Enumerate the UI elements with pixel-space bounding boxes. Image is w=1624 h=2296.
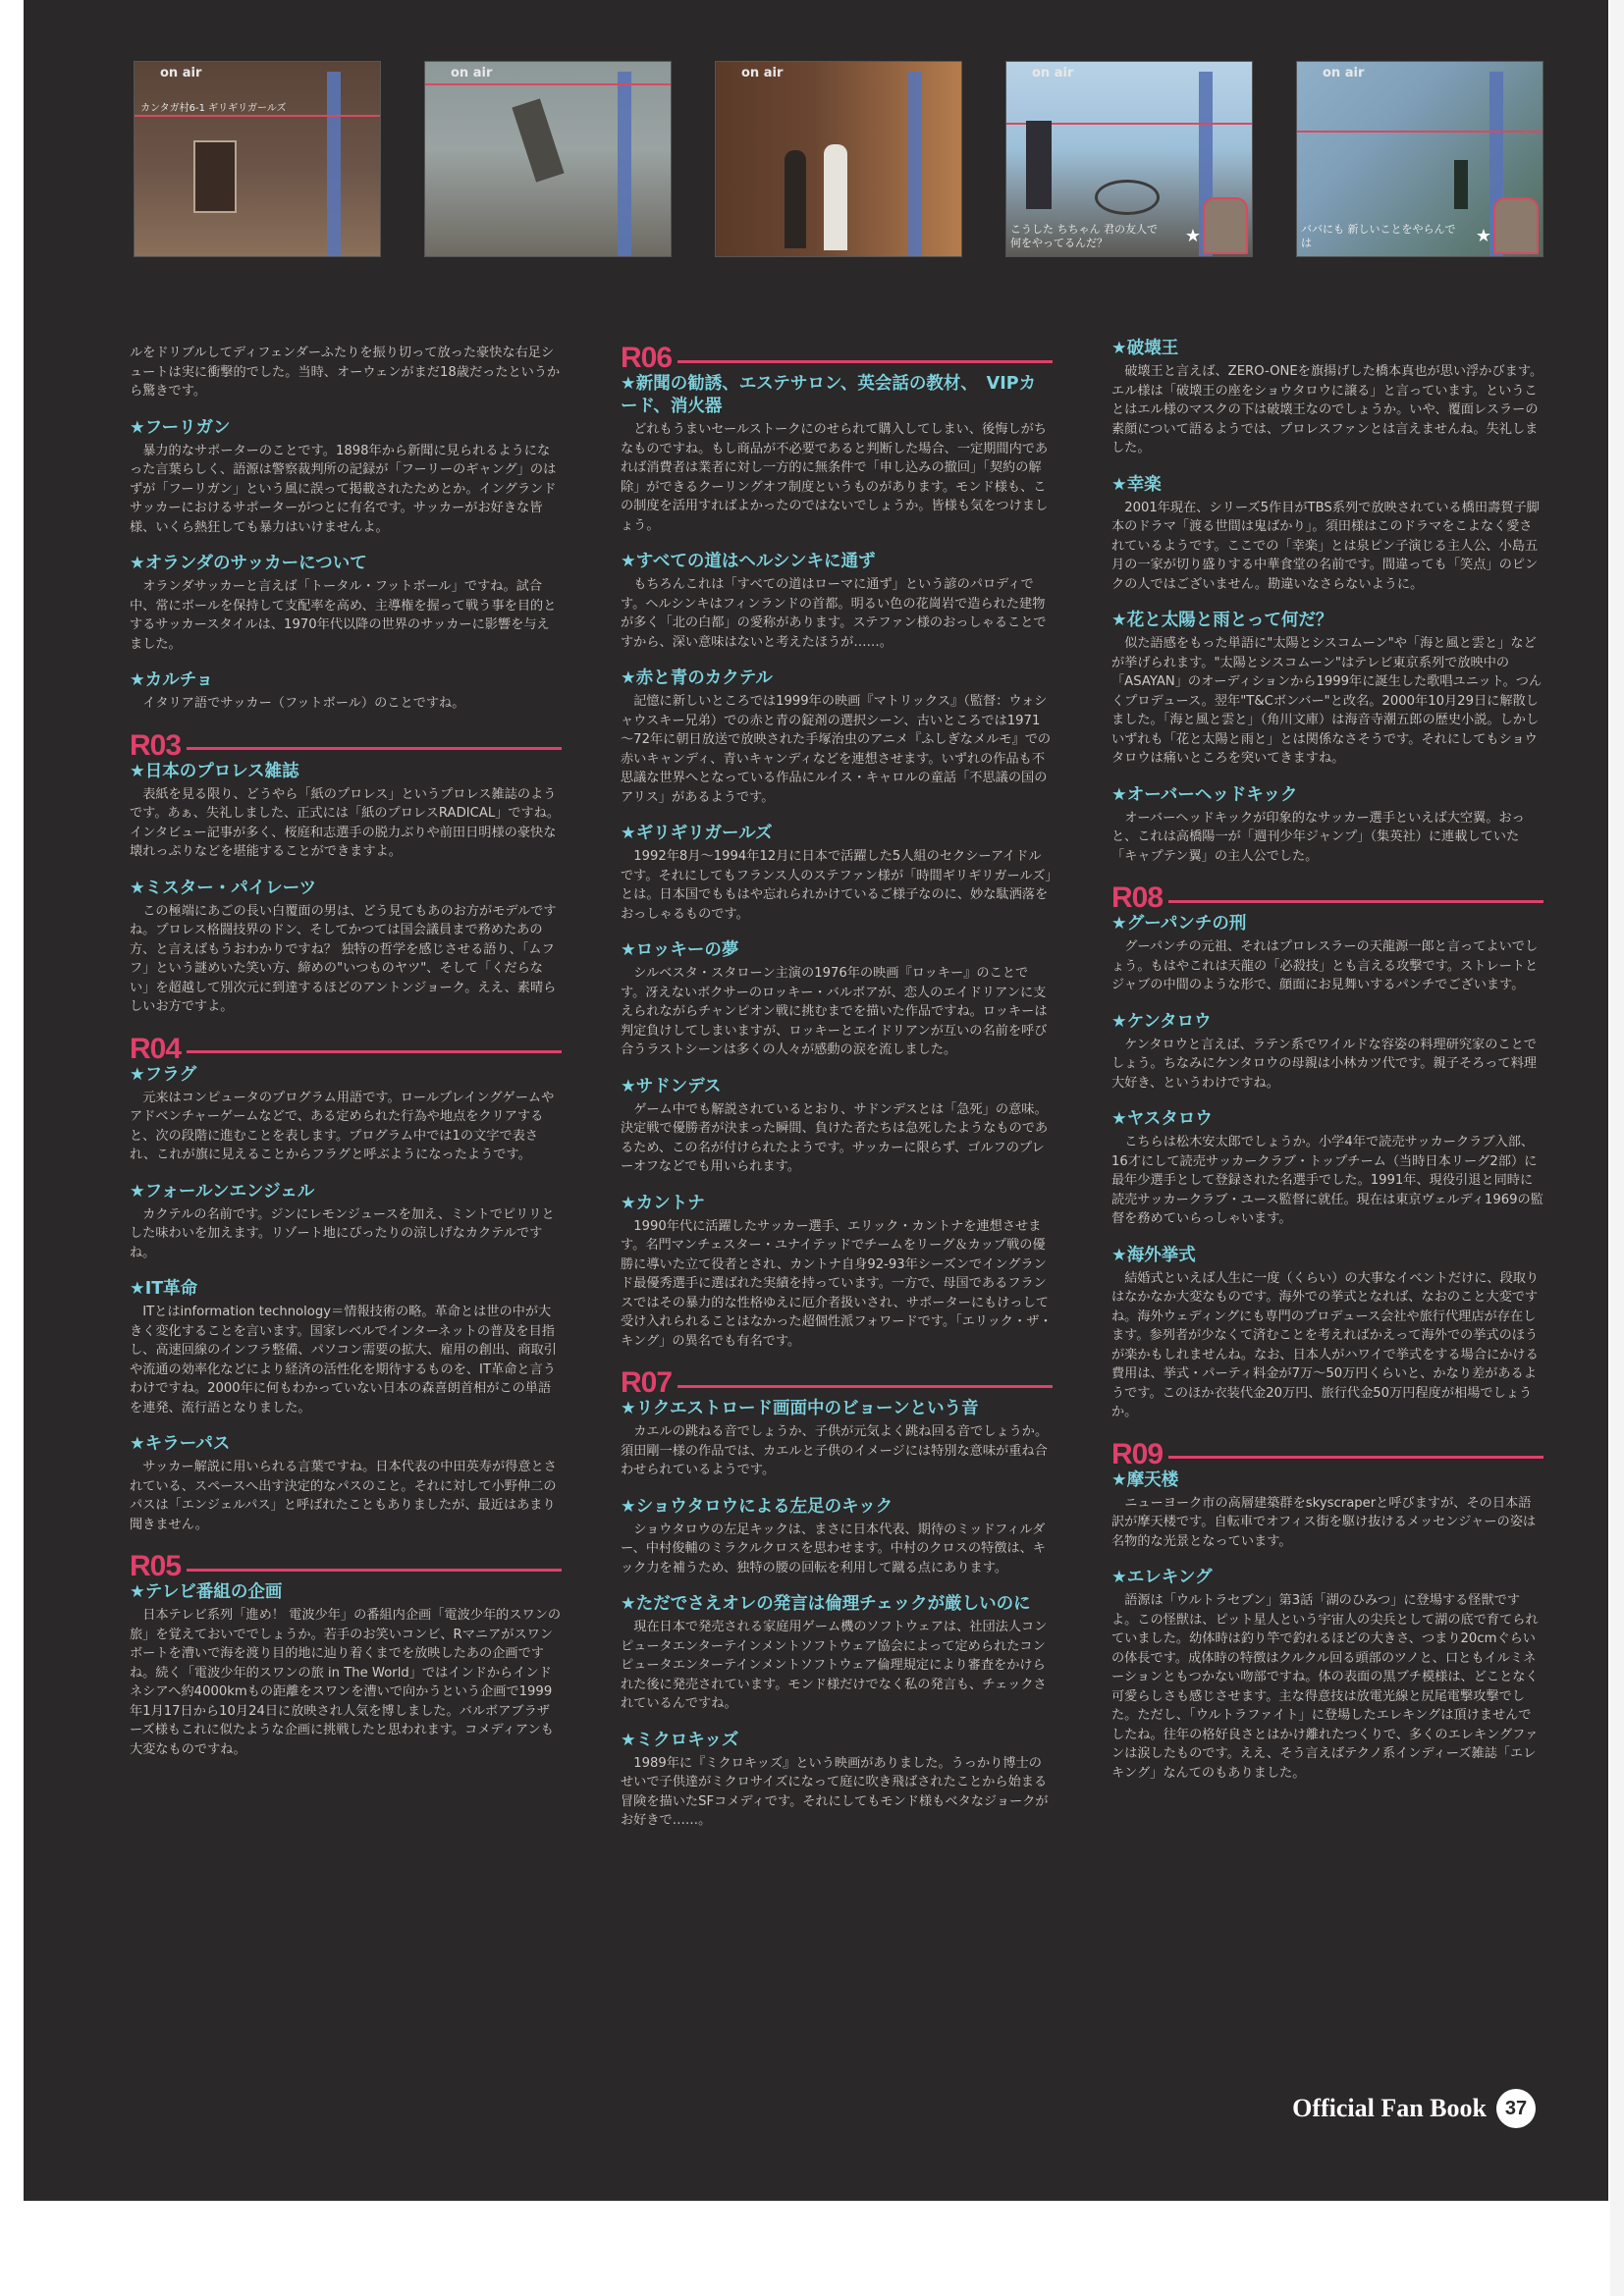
entry-title: ★すべての道はヘルシンキに通ず <box>621 552 876 571</box>
entry-title: ★フーリガン <box>130 417 231 438</box>
column-middle <box>621 344 1053 1831</box>
character-portrait <box>1203 197 1248 254</box>
screenshot-caption: こうした ちちゃん 君の友人で何をやってるんだ？ <box>1010 223 1158 249</box>
entry-title: ★ショウタロウによる左足のキック <box>621 1496 893 1517</box>
entry-body: グーパンチの元祖、それはプロレスラーの天龍源一郎と言ってよいでしょう。もはやこれは天龍の「必殺技」とも言える攻撃です。ストレートとジャブの中間のような形で、顔面にお見舞いするパンチでございます。 <box>1111 939 1539 992</box>
entry-body: 記憶に新しいところでは1999年の映画『マトリックス』（監督：ウォシャウスキー兄弟）での赤と青の錠剤の選択シーン、古いところでは1971～72年に朝日放送で放映された手塚治虫のアニメ『ふしぎなメルモ』での赤いキャンディ、青いキャンディなどを連想させます。いずれの作品も不思議な世界へとなっている作品にルイス・キャロルの童話「不思議の国のアリス」があるようです。 <box>621 694 1052 805</box>
entry-body: 1992年8月～1994年12月に日本で活躍した5人組のセクシーアイドルです。それにしてもフランス人のステファン様が「時間ギリギリガールズ」とは。日本国でももはや忘れられかけているご様子なのに、妙な駄洒落をおっしゃるものです。 <box>621 849 1052 922</box>
intro-paragraph: ルをドリブルしてディフェンダーふたりを振り切って放った豪快な右足シュートは実に衝撃的でした。当時、オーウェンがまだ18歳だったというから驚きです。 <box>130 346 561 399</box>
entry-body: 2001年現在、シリーズ5作目がTBS系列で放映されている橋田壽賀子脚本のドラマ「渡る世間は鬼ばかり」。須田様はこのドラマをこよなく愛されているようです。ここでの「幸楽」とは泉ピン子演じる主人公、小島五月の一家が切り盛りする中華食堂の名前です。間違っても「笑点」のピンクの人ではございません。勘違いなさらないように。 <box>1111 500 1540 592</box>
entry-title: ★花と太陽と雨とって何だ？ <box>1111 611 1333 630</box>
entry-title: ★テレビ番組の企画 <box>130 1582 283 1602</box>
character-portrait <box>1493 197 1539 254</box>
entry-body: 日本テレビ系列「進め！ 電波少年」の番組内企画「電波少年的スワンの旅」を覚えておいででしょうか。若手のお笑いコンビ、Rマニアがスワンボートを漕いで海を渡り目的地に辿り着くまでを放映したあの企画ですね。続く「電波少年的スワンの旅 in The World」ではインドからインドネシアへ約4000kmもの距離をスワンを漕いで向かうという企画で1999年1月17日から10月24日に放映され人気を博しました。バルボアブラザーズ様もこれに似たような企画に挑戦したと思われます。コメディアンも大変なものですね。 <box>130 1608 562 1757</box>
game-screenshot-2 <box>424 61 672 257</box>
entry-body: ニューヨーク市の高層建築群をskyscraperと呼びますが、その日本語訳が摩天楼です。自転車でオフィス街を駆け抜けるメッセンジャーの姿は名物的な光景となっています。 <box>1111 1495 1537 1549</box>
entry-body: どれもうまいセールストークにのせられて購入してしまい、後悔しがちなものですね。もし商品が不必要であると判断した場合、一定期間内であれば消費者は業者に対し一方的に無条件で「申し込みの撤回」「契約の解除」ができるクーリングオフ制度というものがあります。モンド様も、この制度を活用すればよかったのではないでしょうか。皆様も気をつけましょう。 <box>621 422 1049 533</box>
entry-title: ★サドンデス <box>621 1076 722 1096</box>
section-header-r07 <box>621 1368 1053 1398</box>
section-header-r04 <box>130 1032 562 1065</box>
on-air-badge: on air <box>741 66 784 80</box>
entry-title: ★カントナ <box>621 1193 705 1213</box>
entry-title: ★幸楽 <box>1111 474 1162 495</box>
section-header-r06 <box>621 344 1053 373</box>
game-screenshot-3 <box>715 61 962 257</box>
entry-title: ★リクエストロード画面中のビョーンという音 <box>621 1399 979 1418</box>
entry-body: 1990年代に活躍したサッカー選手、エリック・カントナを連想させます。名門マンチェスター・ユナイテッドでチームをリーグ＆カップ戦の優勝に導いた立て役者とされ、カントナ自身92-93年シーズンでイングランド最優秀選手に選ばれた実績を持っています。一方で、母国であるフランスではその暴力的な性格ゆえに厄介者扱いされ、サポーターにもけっして受け入れられることはなかった超個性派フォワードです。「エリック・ザ・キング」の異名でも有名です。 <box>621 1218 1053 1349</box>
entry-title: ★海外挙式 <box>1111 1245 1196 1265</box>
entry-title: ★日本のプロレス雑誌 <box>130 761 299 781</box>
entry-title: ★ミクロキッズ <box>621 1730 739 1750</box>
game-screenshot-4 <box>1005 61 1253 257</box>
entry-body: カクテルの名前です。ジンにレモンジュースを加え、ミントでピリリとした味わいを加えます。リゾート地にぴったりの涼しげなカクテルですね。 <box>130 1206 555 1260</box>
entry-body: 1989年に『ミクロキッズ』という映画がありました。うっかり博士のせいで子供達がミクロサイズになって庭に吹き飛ばされたことから始まる冒険を描いたSFコメディです。それにしてもモンド様もベタなジョークがお好きで……。 <box>621 1755 1049 1828</box>
section-header-r09 <box>1111 1437 1543 1470</box>
on-air-badge: on air <box>1032 66 1074 80</box>
entry-body: ITとはinformation technology＝情報技術の略。革命とは世の中が大きく変化することを言います。国家レベルでインターネットの普及を目指し、高速回線のインフラ整備、パソコン需要の拡大、雇用の創出、商取引や流通の効率化などにより経済の活性化を期待するものを、IT革命と言うわけですね。2000年に何もわかっていない日本の森喜朗首相がこの単語を連発、流行語となりました。 <box>130 1305 557 1415</box>
entry-title: ★エレキング <box>1111 1568 1213 1587</box>
entry-title: ★キラーパス <box>130 1434 231 1454</box>
entry-title: ★ロッキーの夢 <box>621 940 739 960</box>
entry-title: ★摩天楼 <box>1111 1469 1179 1490</box>
entry-title: ★IT革命 <box>130 1279 198 1299</box>
entry-title: ★赤と青のカクテル <box>621 668 773 688</box>
publication-title: Official Fan Book <box>1292 2094 1487 2122</box>
entry-title: ★オーバーヘッドキック <box>1111 784 1298 805</box>
entry-body: もちろんこれは「すべての道はローマに通ず」という諺のパロディです。ヘルシンキはフィンランドの首都。明るい色の花崗岩で造られた建物が多く「北の白都」の愛称があります。ステファン様のおっしゃることですから、深い意味はないと考えたほうが……。 <box>621 577 1047 650</box>
entry-title: ★ただでさえオレの発言は倫理チェックが厳しいのに <box>621 1594 1031 1614</box>
entry-title: ★グーパンチの刑 <box>1111 914 1247 934</box>
game-screenshot-5 <box>1296 61 1543 257</box>
entry-body: この極端にあごの長い白覆面の男は、どう見てもあのお方がモデルですね。プロレス格闘技界のドン、そしてかつては国会議員まで務めたあの方、と言えばもうおわかりですね？ 独特の哲学を感じさせる語り、「ムフフ」という謎めいた笑い方、締めの"いつものヤツ"、そして「くだらない」を超越して別次元に到達するほどのアントンジョーク。ええ、素晴らしいお方ですよ。 <box>130 903 557 1014</box>
entry-body: 暴力的なサポーターのことです。1898年から新聞に見られるようになった言葉らしく、語源は警察裁判所の記録が「フーリーのギャング」のはずが「フーリガン」という風に誤って掲載されたためとか。イングランドサッカーにおけるサポーターがつとに有名です。サッカーがお好きな皆様、いくら熱狂しても暴力はいけませんよ。 <box>130 443 557 535</box>
on-air-badge: on air <box>451 66 493 80</box>
entry-body: 破壊王と言えば、ZERO-ONEを旗揚げした橋本真也が思い浮かびます。エル様は「破壊王の座をショウタロウに譲る」と言っています。ということはエル様のマスクの下は破壊王なのでしょうか。いや、覆面レスラーの素顔について語るようでは、プロレスファンとは言えませんね。失礼しました。 <box>1111 364 1543 455</box>
entry-body: イタリア語でサッカー（フットボール）のことですね。 <box>142 696 465 711</box>
entry-body: オランダサッカーと言えば「トータル・フットボール」ですね。試合中、常にボールを保持して支配率を高め、主導権を握って戦う事を目的とするサッカースタイルは、1970年代以降の世界のサッカーに影響を与えました。 <box>130 579 557 652</box>
page-number: 37 <box>1496 2089 1536 2128</box>
entry-body: 元来はコンピュータのプログラム用語です。ロールプレイングゲームやアドベンチャーゲームなどで、ある定められた行為や地点をクリアすると、次の段階に進むことを表します。プログラム中では1の文字で表され、これが旗に見えることからフラグと呼ぶようになったようです。 <box>130 1090 555 1162</box>
section-header-r08 <box>1111 883 1543 913</box>
entry-title: ★新聞の勧誘、エステサロン、英会話の教材、 VIPカード、消火器 <box>621 374 1037 416</box>
magazine-page <box>24 0 1608 2201</box>
section-code: R06 <box>621 342 673 374</box>
entry-title: ★ヤスタロウ <box>1111 1109 1213 1129</box>
star-icon: ★ <box>1475 226 1491 246</box>
section-header-r03 <box>130 728 562 762</box>
entry-body: 結婚式といえば人生に一度（くらい）の大事なイベントだけに、段取りはなかなか大変なものです。海外での挙式となれば、なおのこと大変ですね。海外ウェディングにも専門のプロデュース会社や旅行代理店が存在します。参列者が少なくて済むことを考えればかえって海外での挙式のほうが楽かもしれませんね。なお、日本人がハワイで挙式をする場合にかける費用は、挙式・パーティ料金が7万～50万円くらいと、かなり差があるようです。このほか衣装代金20万円、旅行代金50万円程度が相場でしょうか。 <box>1111 1270 1540 1419</box>
entry-body: 現在日本で発売される家庭用ゲーム機のソフトウェアは、社団法人コンピュータエンターテインメントソフトウェア協会によって定められたコンピュータエンターテインメントソフトウェア倫理規定により審査をかけられた後に発売されています。モンド様だけでなく私の発言も、チェックされているんですね。 <box>621 1620 1048 1711</box>
on-air-badge: on air <box>160 66 202 80</box>
entry-body: こちらは松木安太郎でしょうか。小学4年で読売サッカークラブ入部、16才にして読売サッカークラブ・トップチーム（当時日本リーグ2部）に最年少選手として登録された名選手でした。1991年、現役引退と同時に読売サッカークラブ・ユース監督に就任。現在は東京ヴェルディ1969の監督を務めていらっしゃいます。 <box>1111 1135 1543 1226</box>
section-code: R04 <box>130 1032 182 1065</box>
screenshot-caption: ババにも 新しいことをやらんでは <box>1301 223 1456 249</box>
section-code: R03 <box>130 728 182 762</box>
entry-title: ★フラグ <box>130 1064 197 1085</box>
entry-body: カエルの跳ねる音でしょうか、子供が元気よく跳ね回る音でしょうか。須田剛一様の作品では、カエルと子供のイメージには特別な意味が重ね合わせられているようです。 <box>621 1424 1049 1477</box>
screenshot-caption: カンタガ村6-1 ギリギリガールズ <box>140 103 287 114</box>
entry-title: ★フォールンエンジェル <box>130 1181 315 1201</box>
section-code: R09 <box>1111 1437 1164 1470</box>
entry-title: ★ケンタロウ <box>1111 1011 1212 1032</box>
entry-title: ★ギリギリガールズ <box>621 824 773 843</box>
section-code: R05 <box>130 1550 182 1582</box>
star-icon: ★ <box>1184 226 1201 246</box>
entry-body: サッカー解説に用いられる言葉ですね。日本代表の中田英寿が得意とされている、スペースへ出す決定的なパスのこと。それに対して小野伸二のパスは「エンジェルパス」と呼ばれたこともありましたが、最近はあまり聞きません。 <box>130 1460 557 1532</box>
entry-body: シルベスタ・スタローン主演の1976年の映画『ロッキー』のことです。冴えないボクサーのロッキー・バルボアが、恋人のエイドリアンに支えられながらチャンピオン戦に挑むまでを描いた作品ですね。ロッキーは判定負けしてしまいますが、ロッキーとエイドリアンが互いの名前を呼び合うラストシーンは多くの人々が感動の涙を流しました。 <box>621 966 1048 1057</box>
page-edge <box>1610 0 1624 2296</box>
column-right <box>1111 338 1543 1783</box>
column-left <box>130 344 562 1759</box>
entry-body: ショウタロウの左足キックは、まさに日本代表、期待のミッドフィルダー、中村俊輔のミラクルクロスを思わせます。中村のクロスの特徴は、キック力を補うため、独特の腰の回転を利用して蹴る点にあります。 <box>621 1522 1046 1575</box>
game-screenshot-1 <box>134 61 381 257</box>
entry-body: オーバーヘッドキックが印象的なサッカー選手といえば大空翼。おっと、これは高橋陽一が「週刊少年ジャンプ」（集英社）に連載していた「キャプテン翼」の主人公でした。 <box>1111 810 1525 864</box>
entry-title: ★オランダのサッカーについて <box>130 554 367 573</box>
entry-body: ケンタロウと言えば、ラテン系でワイルドな容姿の料理研究家のことでしょう。ちなみにケンタロウの母親は小林カツ代です。親子そろって料理大好き、というわけですね。 <box>1111 1037 1537 1091</box>
entry-title: ★カルチョ <box>130 670 214 690</box>
section-header-r05 <box>130 1552 562 1581</box>
entry-title: ★ミスター・パイレーツ <box>130 878 316 898</box>
entry-body: 似た語感をもった単語に"太陽とシスコムーン"や「海と風と雲と」などが挙げられます。"太陽とシスコムーン"はテレビ東京系列で放映中の「ASAYAN」のオーディションから1999年に誕生した歌唱ユニット。つんくプロデュース。翌年"T&Cボンバー"と改名。2000年10月29日に解散しました。「海と風と雲と」（角川文庫）は海音寺潮五郎の歴史小説。しかしいずれも「花と太陽と雨と」とは関係なさそうです。それにしてもショウタロウは痛いところを突いてきますね。 <box>1111 636 1543 766</box>
entry-title: ★破壊王 <box>1111 339 1179 358</box>
entry-body: 語源は「ウルトラセブン」第3話「湖のひみつ」に登場する怪獣ですよ。この怪獣は、ピット星人という宇宙人の尖兵として湖の底で育てられていました。幼体時は釣り竿で釣れるほどの大きさ、つまり20cmぐらいの体長です。成体時の特徴はクルクル回る頭部のツノと、口ともイルミネーションともつかない吻部ですね。体の表面の黒ブチ模様は、どことなく可愛らしさも感じさせます。主な得意技は放電光線と尻尾電撃攻撃でした。ただし、「ウルトラファイト」に登場したエレキングは頂けませんでしたね。往年の格好良さとはかけ離れたつくりで、多くのエレキングファンは涙したものです。ええ、そう言えばテクノ系インディーズ雑誌「エレキング」なんてのもありました。 <box>1111 1593 1539 1781</box>
section-code: R07 <box>621 1366 673 1399</box>
entry-body: ゲーム中でも解説されているとおり、サドンデスとは「急死」の意味。決定戦で優勝者が決まった瞬間、負けた者たちは急死したようなものであるため、この名が付けられたようです。サッカーに限らず、ゴルフのプレーオフなどでも用いられます。 <box>621 1101 1049 1174</box>
section-code: R08 <box>1111 881 1164 914</box>
on-air-badge: on air <box>1323 66 1365 80</box>
page-footer <box>1292 2089 1536 2128</box>
entry-body: 表紙を見る限り、どうやら「紙のプロレス」というプロレス雑誌のようです。あぁ、失礼しました、正式には「紙のプロレスRADICAL」ですね。インタビュー記事が多く、桜庭和志選手の脱力ぶりや前田日明様の豪快な壊れっぷりなどを堪能することができますよ。 <box>130 786 561 859</box>
